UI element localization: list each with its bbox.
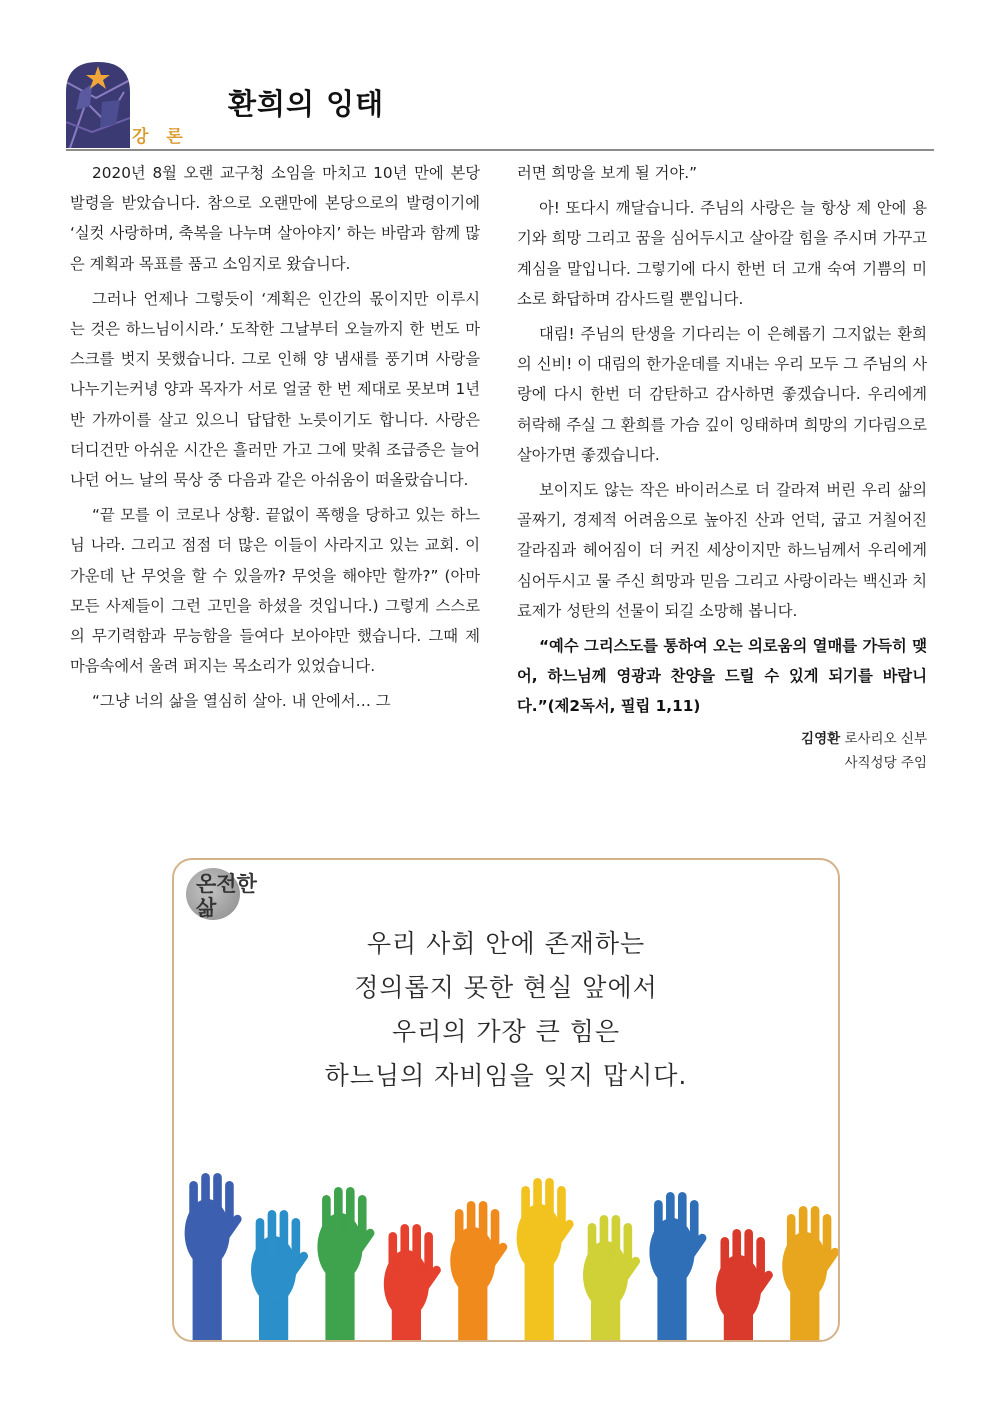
- hand-shape: [517, 1178, 576, 1340]
- author-title: 로사리오 신부: [844, 730, 927, 747]
- scripture-quote: [517, 631, 927, 722]
- card-line: 하느님의 자비임을 잊지 맙시다.: [324, 1061, 688, 1090]
- author-parish: 사직성당 주임: [844, 754, 927, 771]
- logo-text: 온전한 삶: [196, 871, 257, 920]
- section-label: 강 론: [132, 127, 189, 147]
- paragraph: 그러나 언제나 그렇듯이 ‘계획은 인간의 몫이지만 이루시는 것은 하느님이시라.’ 도착한 그날부터 오늘까지 한 번도 마스크를 벗지 못했습니다. 그로 인해 양 냄새를 풍기며 사랑을 나누기는커녕 양과 목자가 서로 얼굴 한 번 제대로 못보며 1년 반 가까이를 살고 있으니 답답한 노릇이기도 합니다. 사랑은 더디건만 아쉬운 시간은 흘러만 가고 그에 맞춰 조급증은 늘어나던 어느 날의 묵상 중 다음과 같은 아쉬움이 떠올랐습니다.: [70, 289, 480, 490]
- signature: [517, 727, 927, 775]
- page-title: 환희의 잉태: [228, 87, 385, 121]
- card-message: [174, 922, 838, 1098]
- article-column-right: [517, 158, 927, 775]
- card-line: 우리의 가장 큰 힘은: [391, 1017, 621, 1046]
- paragraph-continuation: 러면 희망을 보게 될 거야.”: [517, 164, 698, 182]
- paragraph: 2020년 8월 오랜 교구청 소임을 마치고 10년 만에 본당 발령을 받았습니다. 참으로 오랜만에 본당으로의 발령이기에 ‘실컷 사랑하며, 축복을 나누며 살아야지’ 하는 바람과 함께 많은 계획과 목표를 품고 소임지로 왔습니다.: [70, 164, 480, 273]
- hand-shape: [782, 1206, 838, 1340]
- hand-shape: [450, 1201, 509, 1340]
- hand-shape: [251, 1210, 310, 1340]
- hand-shape: [185, 1173, 244, 1340]
- header-divider: [66, 149, 934, 151]
- hand-shape: [317, 1187, 376, 1340]
- hand-shape: [384, 1224, 443, 1340]
- hand-shape: [649, 1192, 708, 1340]
- stained-glass-badge: [66, 62, 130, 148]
- quote-source: (제2독서, 필립 1,11): [547, 697, 701, 716]
- paragraph: 대림! 주님의 탄생을 기다리는 이 은혜롭기 그지없는 환희의 신비! 이 대림의 한가운데를 지내는 우리 모두 그 주님의 사랑에 다시 한번 더 감탄하고 감사하면 좋겠습니다. 우리에게 허락해 주실 그 환희를 가슴 깊이 잉태하며 희망의 기다림으로 살아가면 좋겠습니다.: [517, 325, 927, 464]
- article-column-left: [70, 158, 480, 717]
- paragraph: “그냥 너의 삶을 열심히 살아. 내 안에서… 그: [92, 692, 391, 711]
- hand-shape: [583, 1215, 642, 1340]
- card-line: 정의롭지 못한 현실 앞에서: [354, 973, 658, 1002]
- raised-hands-illustration: [174, 1110, 838, 1340]
- paragraph: “끝 모를 이 코로나 상황. 끝없이 폭행을 당하고 있는 하느님 나라. 그리고 점점 더 많은 이들이 사라지고 있는 교회. 이 가운데 난 무엇을 할 수 있을까? 무엇을 해야만 할까?” (아마 모든 사제들이 그런 고민을 하셨을 것입니다.) 그렇게 스스로의 무기력함과 무능함을 들여다 보아야만 했습니다. 그때 제 마음속에서 울려 퍼지는 목소리가 있었습니다.: [70, 506, 480, 676]
- message-card: [172, 858, 840, 1342]
- author-name: 김영환: [801, 730, 841, 747]
- paragraph: 아! 또다시 깨달습니다. 주님의 사랑은 늘 항상 제 안에 용기와 희망 그리고 꿈을 심어두시고 살아갈 힘을 주시며 가꾸고 계심을 말입니다. 그렇기에 다시 한번 더 고개 숙여 기쁨의 미소로 화답하며 감사드릴 뿐입니다.: [517, 199, 927, 308]
- quote-text: “예수 그리스도를 통하여 오는 의로움의 열매를 가득히 맺어, 하느님께 영광과 찬양을 드릴 수 있게 되기를 바랍니다.”: [517, 637, 927, 716]
- card-line: 우리 사회 안에 존재하는: [366, 929, 646, 958]
- paragraph: 보이지도 않는 작은 바이러스로 더 갈라져 버린 우리 삶의 골짜기, 경제적 어려움으로 높아진 산과 언덕, 굽고 거칠어진 갈라짐과 헤어짐이 더 커진 세상이지만 하느님께서 우리에게 심어두시고 물 주신 희망과 믿음 그리고 사랑이라는 백신과 치료제가 성탄의 선물이 되길 소망해 봅니다.: [517, 481, 927, 620]
- hand-shape: [716, 1229, 775, 1340]
